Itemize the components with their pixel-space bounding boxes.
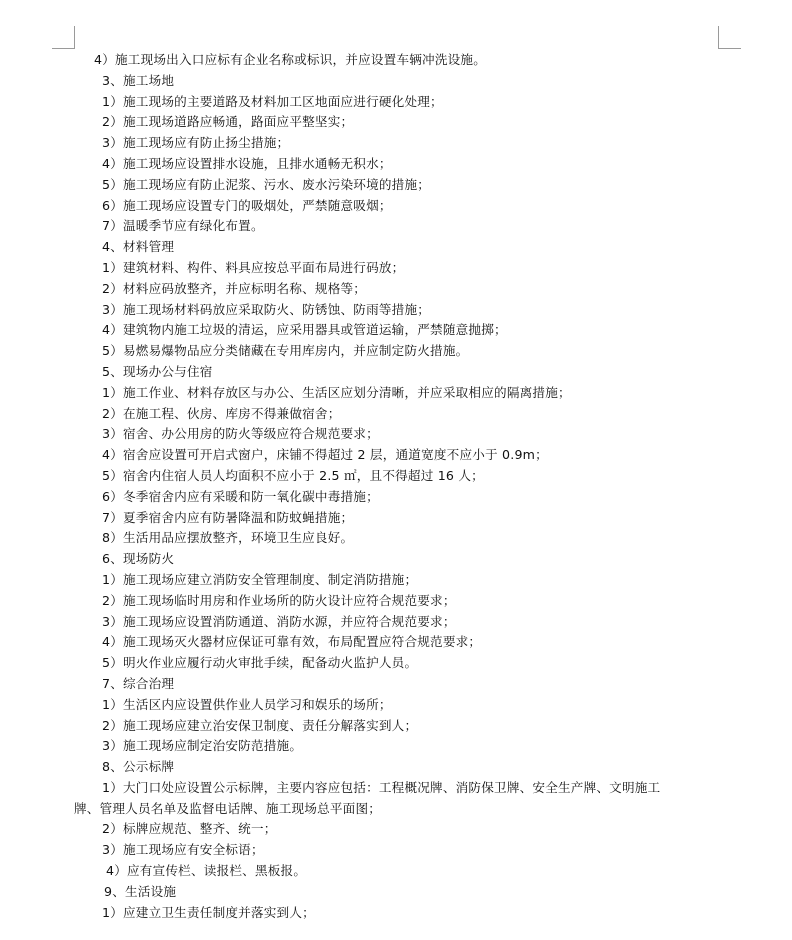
text-line: 8）生活用品应摆放整齐，环境卫生应良好。: [102, 530, 354, 546]
text-line: 1）施工现场的主要道路及材料加工区地面应进行硬化处理；: [102, 93, 443, 109]
text-line: 7）温暖季节应有绿化布置。: [102, 218, 264, 234]
text-line: 4）建筑物内施工垃圾的清运，应采用器具或管道运输，严禁随意抛掷；: [102, 322, 507, 338]
text-line: 1）建筑材料、构件、料具应按总平面布局进行码放；: [102, 259, 405, 275]
text-line: 4）宿舍应设置可开启式窗户，床铺不得超过 2 层，通道宽度不应小于 0.9m；: [102, 447, 548, 463]
text-line: 1）施工现场应建立消防安全管理制度、制定消防措施；: [102, 571, 418, 587]
text-line: 2）施工现场道路应畅通，路面应平整坚实；: [102, 114, 354, 130]
text-line-continuation: 牌、管理人员名单及监督电话牌、施工现场总平面图；: [74, 800, 382, 816]
text-line: 1）生活区内应设置供作业人员学习和娱乐的场所；: [102, 696, 392, 712]
text-line: 3）施工现场材料码放应采取防火、防锈蚀、防雨等措施；: [102, 301, 431, 317]
text-line: 1）应建立卫生责任制度并落实到人；: [102, 904, 315, 920]
text-line: 2）施工现场临时用房和作业场所的防火设计应符合规范要求；: [102, 592, 456, 608]
text-line: 3）施工现场应有防止扬尘措施；: [102, 135, 290, 151]
text-line: 1）大门口处应设置公示标牌，主要内容应包括：工程概况牌、消防保卫牌、安全生产牌、文明施工: [102, 779, 661, 795]
margin-corner-top-right: [718, 26, 741, 49]
section-heading: 7、综合治理: [102, 675, 175, 691]
text-line: 2）施工现场应建立治安保卫制度、责任分解落实到人；: [102, 717, 418, 733]
text-line: 6）冬季宿舍内应有采暖和防一氧化碳中毒措施；: [102, 488, 379, 504]
text-line: 4）施工现场灭火器材应保证可靠有效，布局配置应符合规范要求；: [102, 634, 482, 650]
text-line: 2）材料应码放整齐，并应标明名称、规格等；: [102, 280, 367, 296]
text-line: 3）施工现场应有安全标语；: [102, 842, 264, 858]
text-line: 4）应有宣传栏、读报栏、黑板报。: [106, 863, 307, 879]
text-line: 1）施工作业、材料存放区与办公、生活区应划分清晰，并应采取相应的隔离措施；: [102, 384, 571, 400]
document-body: [0, 50, 792, 923]
text-line: 6）施工现场应设置专门的吸烟处，严禁随意吸烟；: [102, 197, 392, 213]
section-heading: 3、施工场地: [102, 72, 175, 88]
section-heading: 8、公示标牌: [102, 759, 175, 775]
margin-corner-top-left: [52, 26, 75, 49]
text-line: 5）明火作业应履行动火审批手续，配备动火监护人员。: [102, 655, 418, 671]
text-line: 2）在施工程、伙房、库房不得兼做宿舍；: [102, 405, 341, 421]
section-heading: 6、现场防火: [102, 551, 175, 567]
text-line: 3）宿舍、办公用房的防火等级应符合规范要求；: [102, 426, 379, 442]
text-line: 3）施工现场应制定治安防范措施。: [102, 738, 303, 754]
text-line: 5）施工现场应有防止泥浆、污水、废水污染环境的措施；: [102, 176, 431, 192]
text-line: 4）施工现场应设置排水设施，且排水通畅无积水；: [102, 155, 392, 171]
text-line: 7）夏季宿舍内应有防暑降温和防蚊蝇措施；: [102, 509, 354, 525]
section-heading: 9、生活设施: [104, 883, 177, 899]
text-line: 5）易燃易爆物品应分类储藏在专用库房内，并应制定防火措施。: [102, 343, 469, 359]
text-line: 5）宿舍内住宿人员人均面积不应小于 2.5 ㎡，且不得超过 16 人；: [102, 467, 484, 483]
section-heading: 4、材料管理: [102, 239, 175, 255]
text-line: 3）施工现场应设置消防通道、消防水源，并应符合规范要求；: [102, 613, 456, 629]
section-heading: 5、现场办公与住宿: [102, 363, 213, 379]
text-line: 2）标牌应规范、整齐、统一；: [102, 821, 277, 837]
text-line: 4）施工现场出入口应标有企业名称或标识，并应设置车辆冲洗设施。: [94, 52, 487, 67]
